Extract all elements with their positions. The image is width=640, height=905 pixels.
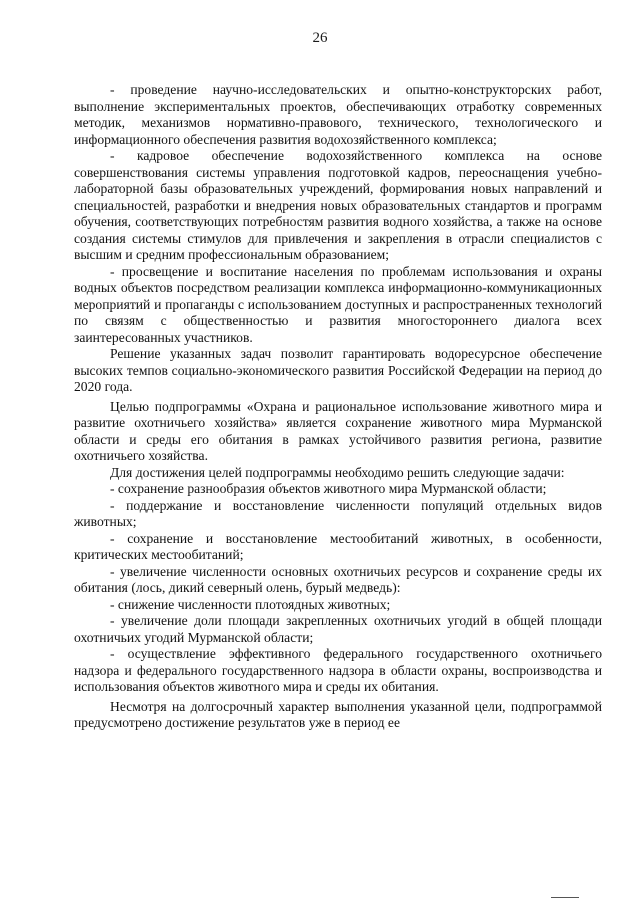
list-item-biodiversity: - сохранение разнообразия объектов животного мира Мурманской области;	[110, 481, 547, 496]
list-item-supervision: - осуществление эффективного федерального государственного охотничьего надзора и федерального государственного надзора в области охраны, воспроизводства и использования объектов животного мира и среды их обитания.	[74, 646, 602, 694]
footer-divider	[551, 897, 579, 898]
document-body	[74, 82, 602, 732]
paragraph-research: - проведение научно-исследовательских и опытно-конструкторских работ, выполнение экспериментальных проектов, обеспечивающих отработку современных методик, механизмов нормативно-правового, технического, технологического и информационного обеспечения развития водохозяйственного комплекса;	[74, 82, 602, 147]
paragraph-staffing: - кадровое обеспечение водохозяйственного комплекса на основе совершенствования системы управления подготовкой кадров, переоснащения учебно-лабораторной базы образовательных учреждений, формирования новых направлений и специальностей, разработки и внедрения новых образовательных стандартов и программ обучения, соответствующих потребностям развития водного хозяйства, а также на основе создания системы стимулов для привлечения и закрепления в отрасли специалистов с высшим и средним профессиональным образованием;	[74, 148, 602, 262]
paragraph-tasks-intro: Для достижения целей подпрограммы необходимо решить следующие задачи:	[110, 464, 565, 480]
page-number: 26	[312, 30, 328, 46]
list-item-hunting-grounds: - увеличение доли площади закрепленных охотничьих угодий в общей площади охотничьих угодий Мурманской области;	[74, 613, 602, 645]
list-item-predators: - снижение численности плотоядных животных;	[110, 596, 391, 612]
list-item-habitats: - сохранение и восстановление местообитаний животных, в особенности, критических местообитаний;	[74, 530, 602, 562]
list-item-population: - поддержание и восстановление численности популяций отдельных видов животных;	[74, 497, 602, 529]
paragraph-solution: Решение указанных задач позволит гарантировать водоресурсное обеспечение высоких темпов социально-экономического развития Российской Федерации на период до 2020 года.	[74, 346, 602, 394]
paragraph-goal: Целью подпрограммы «Охрана и рациональное использование животного мира и развитие охотничьего хозяйства» является сохранение животного мира Мурманской области и среды его обитания в рамках устойчивого развития региона, развитие охотничьего хозяйства.	[74, 398, 602, 463]
paragraph-education: - просвещение и воспитание населения по проблемам использования и охраны водных объектов посредством реализации комплекса информационно-коммуникационных мероприятий и пропаганды с использованием доступных и распространенных технологий по связям с общественностью и развития многостороннего диалога всех заинтересованных участников.	[74, 263, 602, 345]
list-item-hunting-resources: - увеличение численности основных охотничьих ресурсов и сохранение среды их обитания (лось, дикий северный олень, бурый медведь):	[74, 563, 602, 595]
paragraph-results: Несмотря на долгосрочный характер выполнения указанной цели, подпрограммой предусмотрено достижение результатов уже в период ее	[74, 698, 602, 730]
